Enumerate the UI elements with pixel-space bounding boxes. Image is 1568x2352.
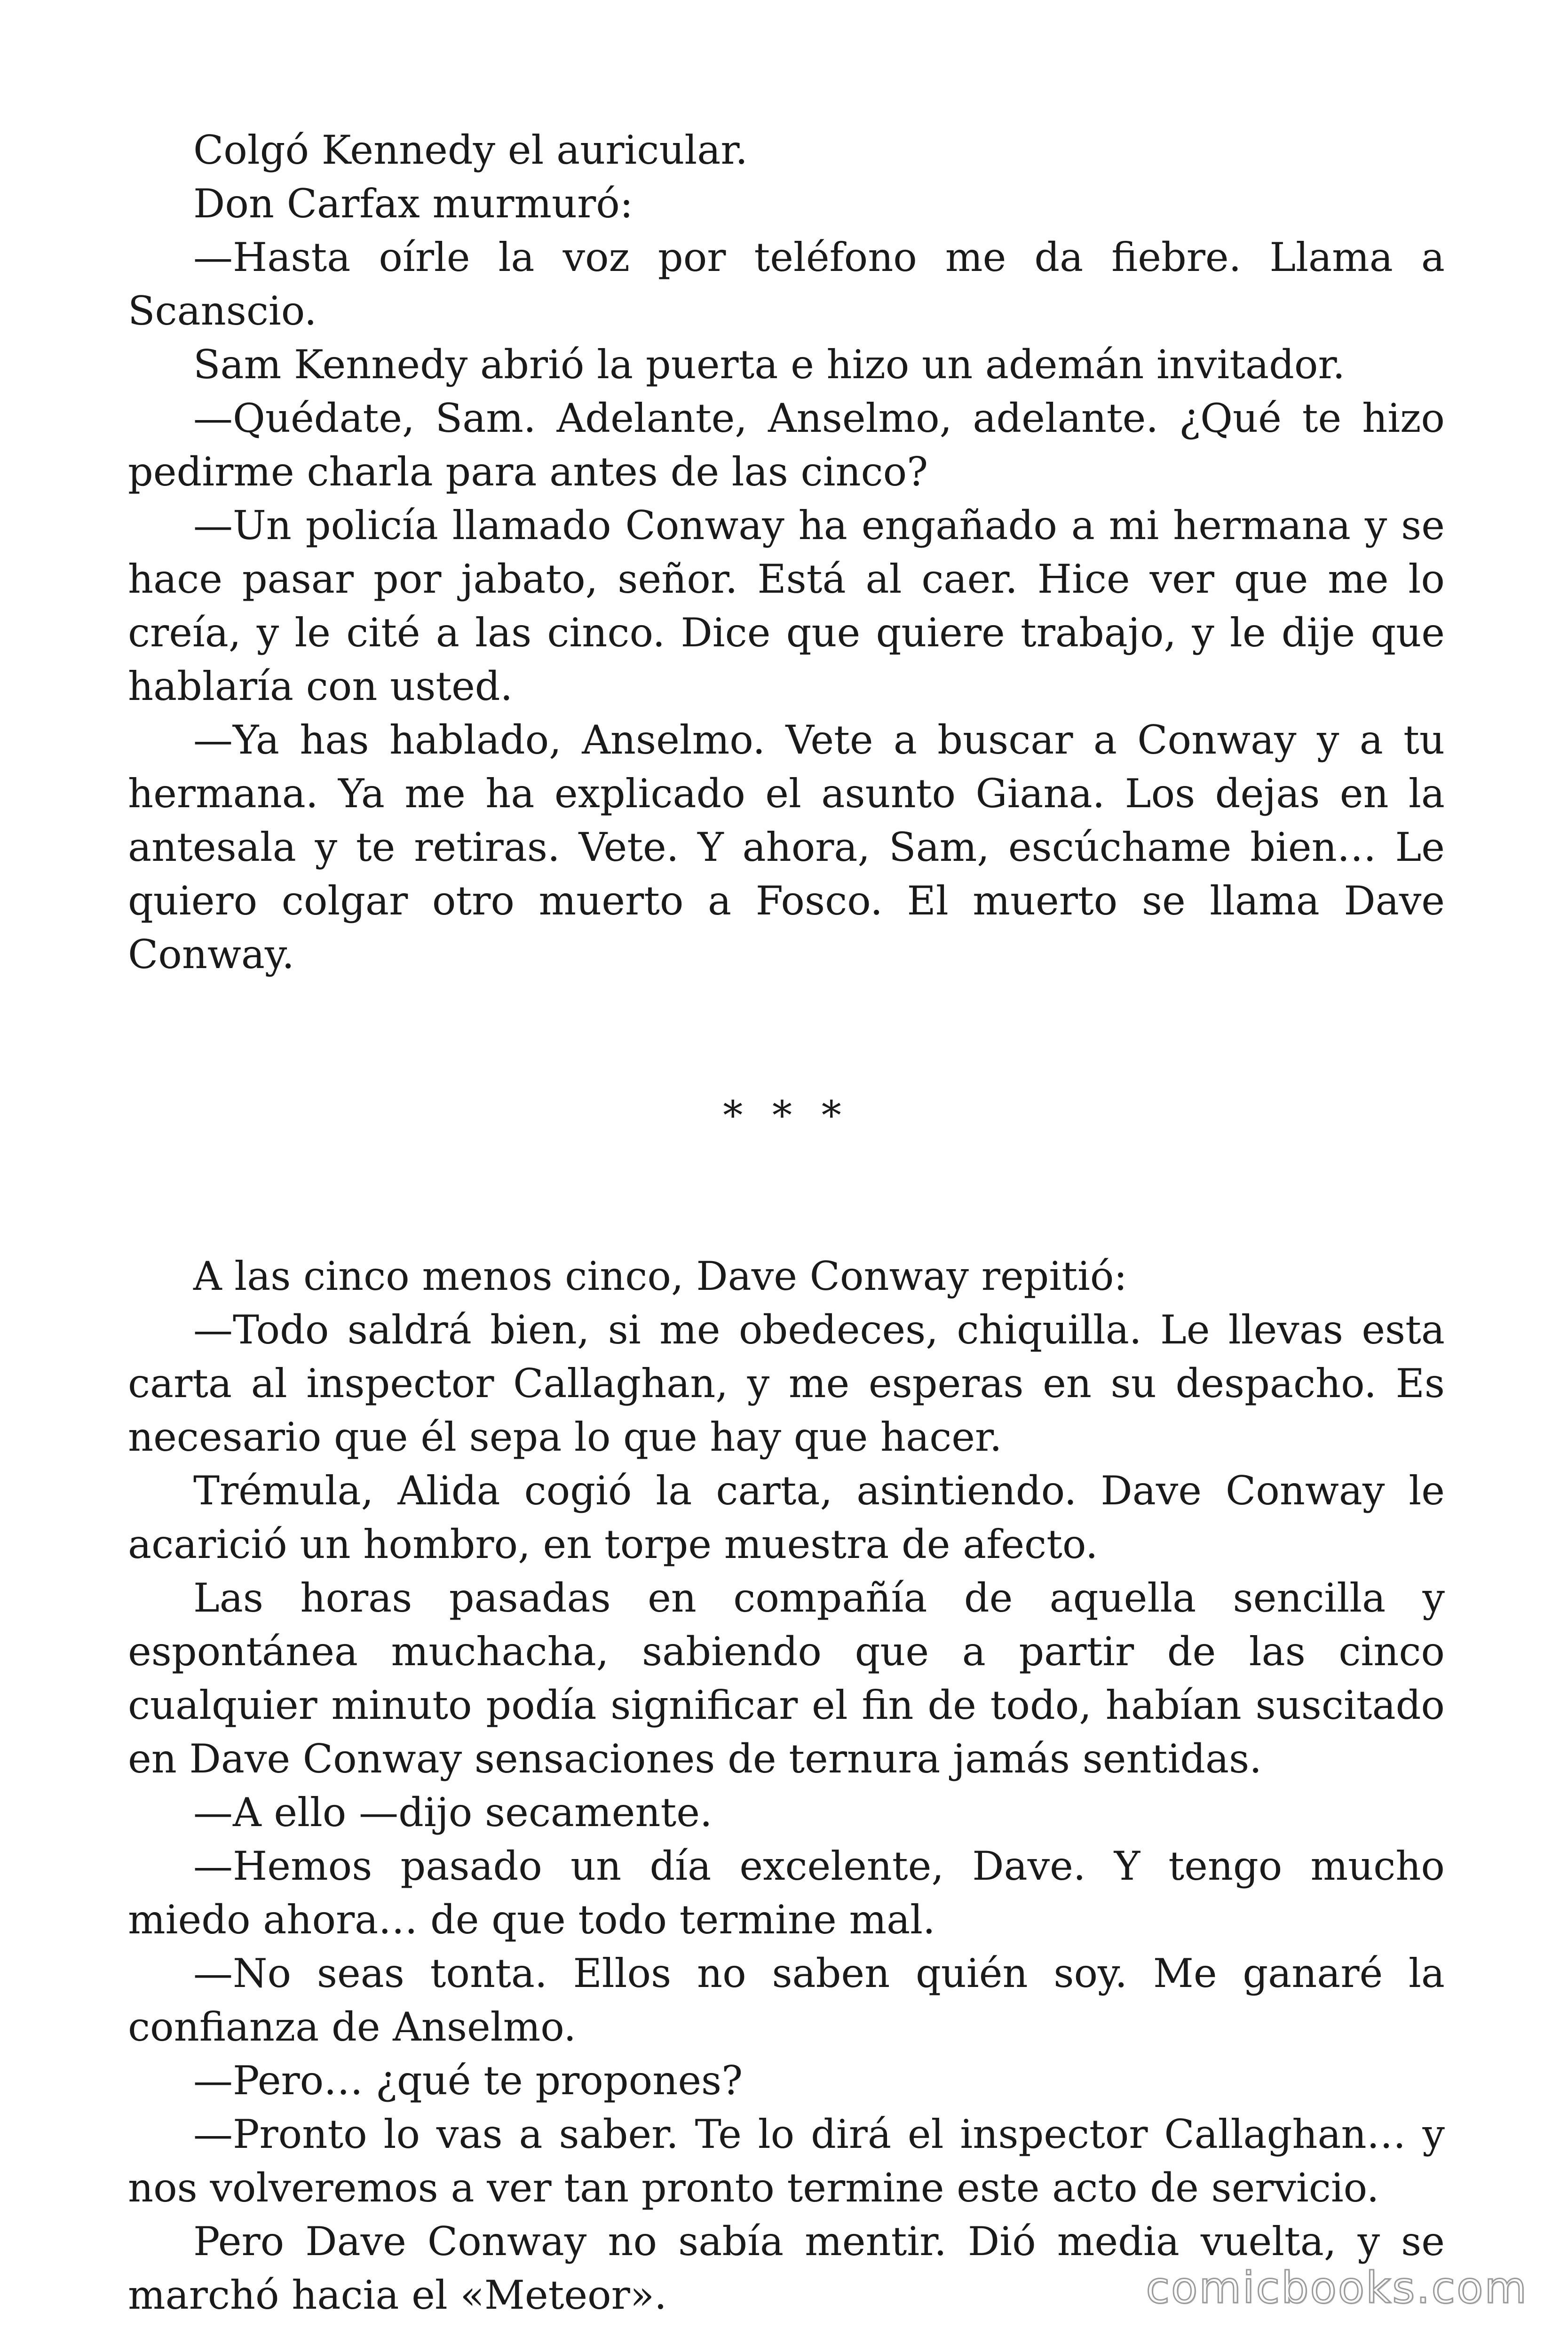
paragraph: —No seas tonta. Ellos no saben quién soy. Me ganaré la confianza de Anselmo. — [128, 1950, 1445, 2050]
paragraph: A las cinco menos cinco, Dave Conway repitió: — [193, 1253, 1127, 1299]
paragraph: —Todo saldrá bien, si me obedeces, chiquilla. Le llevas esta carta al inspector Callaghan, y me esperas en su despacho. Es necesario que él sepa lo que hay que hacer. — [128, 1307, 1445, 1460]
paragraph: —Pronto lo vas a saber. Te lo dirá el inspector Callaghan… y nos volveremos a ver tan pronto termine este acto de servicio. — [128, 2111, 1445, 2211]
watermark: comicbooks.com — [1146, 2263, 1528, 2313]
paragraph: Don Carfax murmuró: — [193, 181, 634, 227]
paragraph: —Hemos pasado un día excelente, Dave. Y tengo mucho miedo ahora… de que todo termine mal. — [128, 1843, 1445, 1943]
paragraph: —Un policía llamado Conway ha engañado a mi hermana y se hace pasar por jabato, señor. Está al caer. Hice ver que me lo creía, y le cité a las cinco. Dice que quiere trabajo, y le dije que hablaría con usted. — [128, 502, 1445, 709]
paragraph: Las horas pasadas en compañía de aquella sencilla y espontánea muchacha, sabiendo que a partir de las cinco cualquier minuto podía significar el fin de todo, habían suscitado en Dave Conway sensaciones de ternura jamás sentidas. — [128, 1575, 1445, 1782]
paragraph: —Quédate, Sam. Adelante, Anselmo, adelante. ¿Qué te hizo pedirme charla para antes de las cinco? — [128, 395, 1445, 495]
paragraph: —A ello —dijo secamente. — [193, 1789, 713, 1836]
paragraph: Trémula, Alida cogió la carta, asintiendo. Dave Conway le acarició un hombro, en torpe muestra de afecto. — [128, 1468, 1445, 1567]
section-break: * * * — [723, 1092, 850, 1138]
paragraph: —Ya has hablado, Anselmo. Vete a buscar a Conway y a tu hermana. Ya me ha explicado el asunto Giana. Los dejas en la antesala y te retiras. Vete. Y ahora, Sam, escúchame bien… Le quiero colgar otro muerto a Fosco. El muerto se llama Dave Conway. — [128, 717, 1445, 977]
page-body — [128, 123, 1445, 2322]
paragraph: —Pero… ¿qué te propones? — [193, 2058, 743, 2104]
paragraph: Colgó Kennedy el auricular. — [193, 127, 748, 173]
paragraph: Sam Kennedy abrió la puerta e hizo un ademán invitador. — [193, 342, 1346, 388]
paragraph: —Hasta oírle la voz por teléfono me da fiebre. Llama a Scanscio. — [128, 234, 1445, 334]
paragraph: Pero Dave Conway no sabía mentir. Dió media vuelta, y se marchó hacia el «Meteor». — [128, 2218, 1445, 2318]
